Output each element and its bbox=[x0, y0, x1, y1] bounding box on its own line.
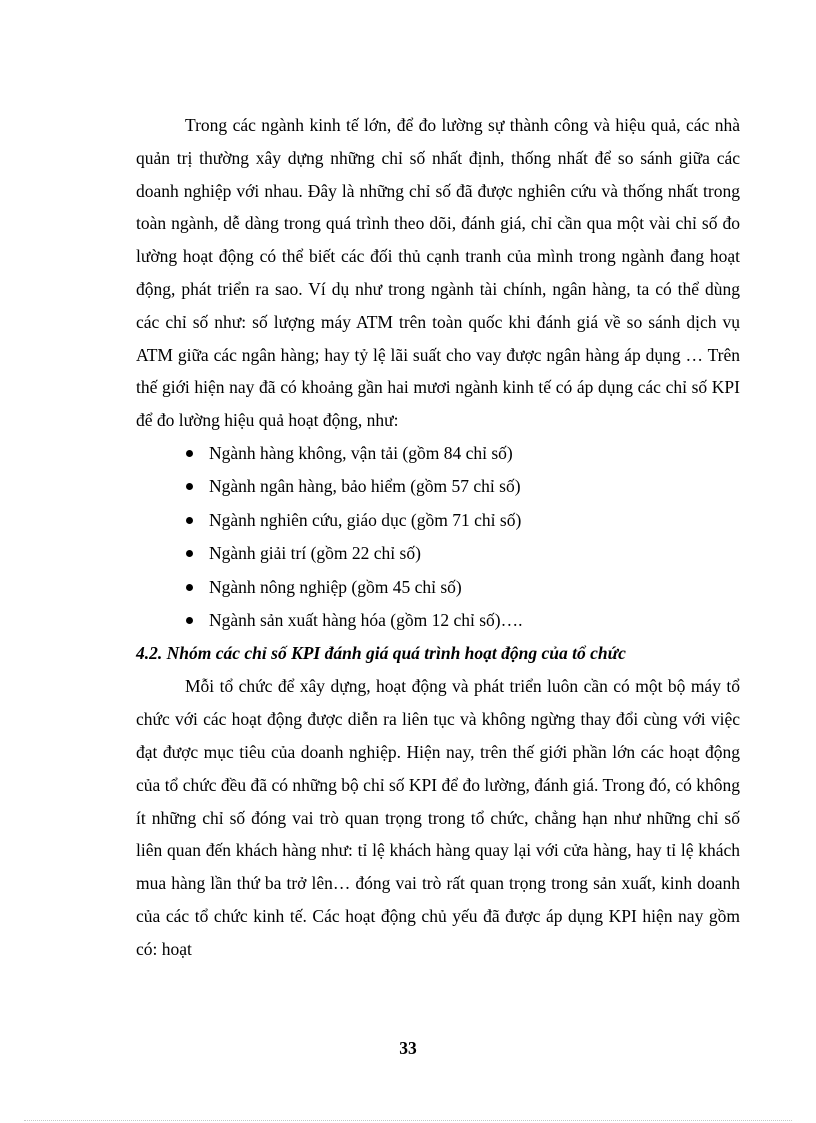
bullet-icon bbox=[186, 450, 193, 457]
list-item-text: Ngành giải trí (gồm 22 chỉ số) bbox=[209, 543, 421, 564]
bullet-icon bbox=[186, 483, 193, 490]
list-item bbox=[136, 504, 740, 537]
section-heading: 4.2. Nhóm các chỉ số KPI đánh giá quá trình hoạt động của tổ chức bbox=[136, 643, 626, 664]
bullet-icon bbox=[186, 617, 193, 624]
page-content bbox=[136, 109, 740, 965]
page-bottom-divider bbox=[24, 1120, 792, 1121]
list-item-text: Ngành sản xuất hàng hóa (gồm 12 chỉ số)…. bbox=[209, 609, 523, 630]
list-item bbox=[136, 604, 740, 637]
page-number: 33 bbox=[399, 1038, 417, 1058]
list-item-text: Ngành nghiên cứu, giáo dục (gồm 71 chỉ số) bbox=[209, 509, 522, 530]
bullet-icon bbox=[186, 584, 193, 591]
list-item bbox=[136, 571, 740, 604]
list-item bbox=[136, 470, 740, 503]
list-item-text: Ngành nông nghiệp (gồm 45 chỉ số) bbox=[209, 576, 462, 597]
bullet-icon bbox=[186, 517, 193, 524]
paragraph-section: Mỗi tổ chức để xây dựng, hoạt động và phát triển luôn cần có một bộ máy tổ chức với các hoạt động được diễn ra liên tục và không ngừng thay đổi cùng với việc đạt được mục tiêu của doanh nghiệp. Hiện nay, trên thế giới phần lớn các hoạt động của tổ chức đều đã có những bộ chỉ số KPI để đo lường, đánh giá. Trong đó, có không ít những chỉ số đóng vai trò quan trọng trong tổ chức, chẳng hạn như những chỉ số liên quan đến khách hàng như: tỉ lệ khách hàng quay lại với cửa hàng, hay tỉ lệ khách mua hàng lần thứ ba trở lên… đóng vai trò rất quan trọng trong sản xuất, kinh doanh của các tổ chức kinh tế. Các hoạt động chủ yếu đã được áp dụng KPI hiện nay gồm có: hoạt bbox=[136, 676, 740, 959]
bullet-icon bbox=[186, 550, 193, 557]
industry-list bbox=[136, 437, 740, 637]
paragraph-intro: Trong các ngành kinh tế lớn, để đo lường sự thành công và hiệu quả, các nhà quản trị thường xây dựng những chỉ số nhất định, thống nhất để so sánh giữa các doanh nghiệp với nhau. Đây là những chỉ số đã được nghiên cứu và thống nhất trong toàn ngành, dễ dàng trong quá trình theo dõi, đánh giá, chỉ cần qua một vài chỉ số đo lường hoạt động có thể biết các đối thủ cạnh tranh của mình trong ngành đang hoạt động, phát triển ra sao. Ví dụ như trong ngành tài chính, ngân hàng, ta có thể dùng các chỉ số như: số lượng máy ATM trên toàn quốc khi đánh giá về so sánh dịch vụ ATM giữa các ngân hàng; hay tỷ lệ lãi suất cho vay được ngân hàng áp dụng … Trên thế giới hiện nay đã có khoảng gần hai mươi ngành kinh tế có áp dụng các chỉ số KPI để đo lường hiệu quả hoạt động, như: bbox=[136, 115, 740, 431]
list-item-text: Ngành ngân hàng, bảo hiểm (gồm 57 chỉ số) bbox=[209, 476, 521, 497]
list-item bbox=[136, 437, 740, 470]
list-item-text: Ngành hàng không, vận tải (gồm 84 chỉ số) bbox=[209, 442, 513, 463]
list-item bbox=[136, 537, 740, 570]
